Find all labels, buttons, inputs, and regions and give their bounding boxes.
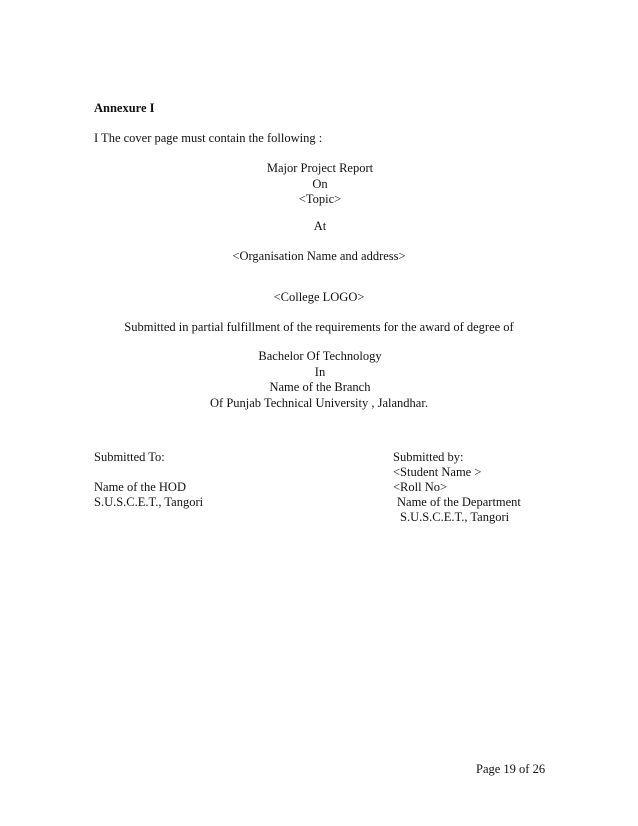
cover-title-block bbox=[0, 161, 638, 208]
on-text: On bbox=[312, 176, 328, 191]
branch-text: Name of the Branch bbox=[269, 380, 371, 394]
roll-no-placeholder: <Roll No> bbox=[393, 480, 448, 494]
organisation-block bbox=[0, 249, 638, 265]
student-name-placeholder: <Student Name > bbox=[393, 465, 482, 479]
submission-block bbox=[0, 320, 638, 336]
at-block bbox=[0, 219, 638, 235]
degree-text: Bachelor Of Technology bbox=[258, 349, 382, 363]
department-name: Name of the Department bbox=[397, 495, 521, 509]
left-college-name: S.U.S.C.E.T., Tangori bbox=[94, 495, 204, 509]
submitted-by-label: Submitted by: bbox=[393, 450, 464, 464]
annexure-heading: Annexure I bbox=[94, 101, 155, 115]
hod-name: Name of the HOD bbox=[94, 480, 186, 494]
submitted-to-label: Submitted To: bbox=[94, 450, 165, 464]
intro-text: I The cover page must contain the following : bbox=[94, 131, 323, 145]
logo-block bbox=[0, 290, 638, 306]
page-number: Page 19 of 26 bbox=[476, 762, 546, 776]
organisation-placeholder: <Organisation Name and address> bbox=[232, 249, 406, 263]
right-college-name: S.U.S.C.E.T., Tangori bbox=[400, 510, 510, 524]
report-type: Major Project Report bbox=[266, 161, 374, 175]
topic-placeholder: <Topic> bbox=[298, 192, 342, 206]
degree-block bbox=[0, 349, 638, 411]
at-text: At bbox=[313, 219, 327, 233]
university-text: Of Punjab Technical University , Jalandhar. bbox=[210, 395, 428, 410]
submitted-partial-text: Submitted in partial fulfillment of the requirements for the award of degree of bbox=[124, 320, 514, 334]
college-logo-placeholder: <College LOGO> bbox=[273, 290, 365, 304]
in-text: In bbox=[314, 364, 326, 379]
